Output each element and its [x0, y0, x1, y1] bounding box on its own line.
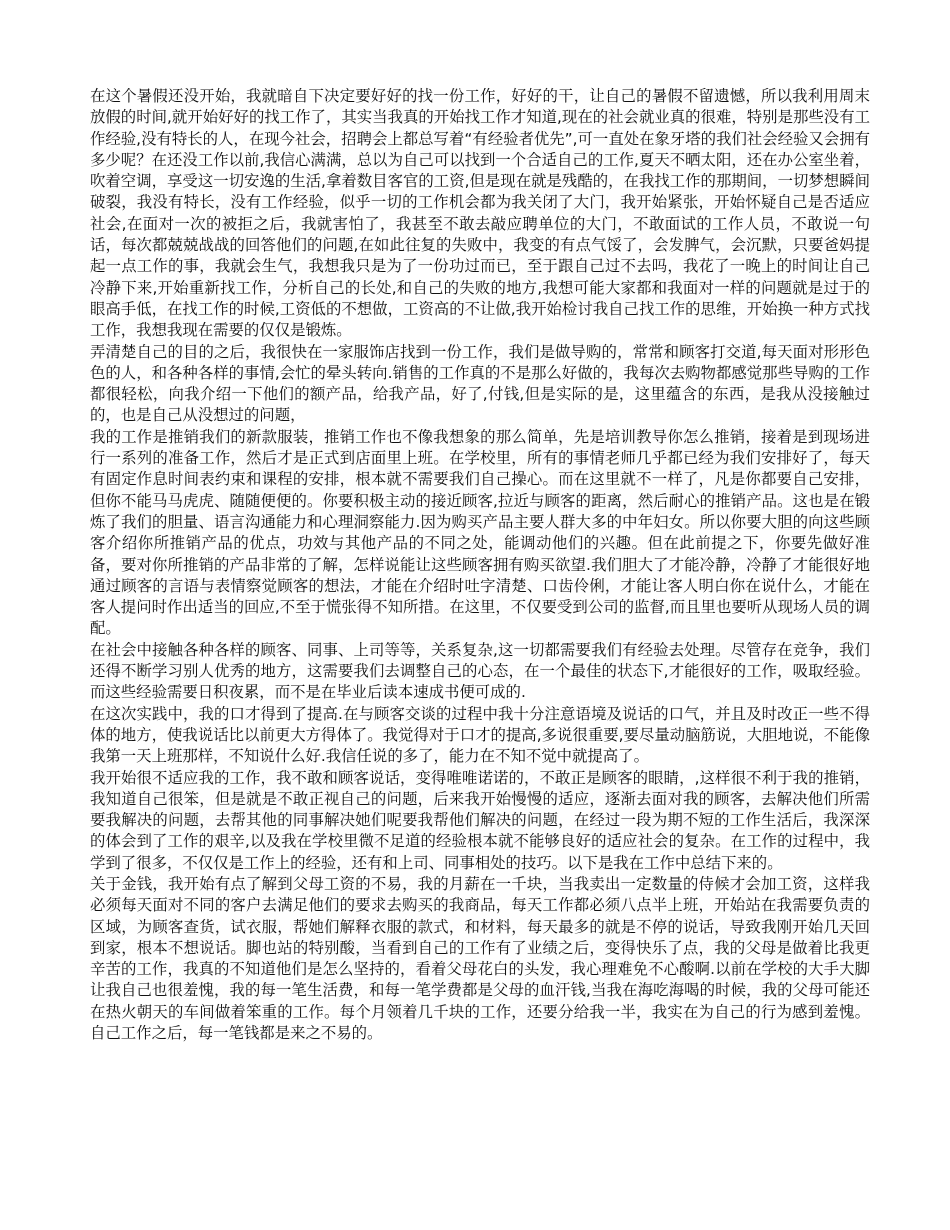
paragraph-sales-work: 我的工作是推销我们的新款服装，推销工作也不像我想象的那么简单，先是培训教导你怎么推销，接着是到现场进行一系列的准备工作，然后才是正式到店面里上班。在学校里，所有的事情老师几乎都已经为我们安排好了，每天有固定作息时间表约束和课程的安排，根本就不需要我们自己操心。而在这里就不一样了，凡是你都要自己安排，但你不能马马虎虎、随随便便的。你要积极主动的接近顾客,拉近与顾客的距离，然后耐心的推销产品。这也是在锻炼了我们的胆量、语言沟通能力和心理洞察能力.因为购买产品主要人群大多的中年妇女。所以你要大胆的向这些顾客介绍你所推销产品的优点，功效与其他产品的不同之处，能调动他们的兴趣。但在此前提之下，你要先做好准备，要对你所推销的产品非常的了解，怎样说能让这些顾客拥有购买欲望.我们胆大了才能冷静，冷静了才能很好地通过顾客的言语与表情察觉顾客的想法，才能在介绍时吐字清楚、口齿伶俐，才能让客人明白你在说什么，才能在客人提问时作出适当的回应,不至于慌张得不知所措。在这里，不仅要受到公司的监督,而且里也要听从现场人员的调配。 — [90, 427, 870, 638]
paragraph-social-experience: 在社会中接触各种各样的顾客、同事、上司等等，关系复杂,这一切都需要我们有经验去处理。尽管存在竞争，我们还得不断学习别人优秀的地方，这需要我们去调整自己的心态，在一个最佳的状态下,才能很好的工作，吸取经验。而这些经验需要日积夜累，而不是在毕业后读本速成书便可成的. — [90, 640, 870, 702]
paragraph-speaking-skills: 在这次实践中，我的口才得到了提高.在与顾客交谈的过程中我十分注意语境及说话的口气，并且及时改正一些不得体的地方，使我说话比以前更大方得体了。我觉得对于口才的提高,多说很重要,要尽量动脑筋说，大胆地说，不能像我第一天上班那样，不知说什么好.我信任说的多了，能力在不知不觉中就提高了。 — [90, 704, 870, 766]
paragraph-job-search: 在这个暑假还没开始，我就暗自下决定要好好的找一份工作，好好的干，让自己的暑假不留遗憾，所以我利用周末放假的时间,就开始好好的找工作了，其实当我真的开始找工作才知道,现在的社会就业真的很难，特别是那些没有工作经验,没有特长的人，在现今社会，招聘会上都总写着“有经验者优先”,可一直处在象牙塔的我们社会经验又会拥有多少呢？在还没工作以前,我信心满满，总以为自己可以找到一个合适自己的工作,夏天不晒太阳，还在办公室坐着，吹着空调，享受这一切安逸的生活,拿着数目客官的工资,但是现在就是残酷的，在我找工作的那期间，一切梦想瞬间破裂，我没有特长，没有工作经验，似乎一切的工作机会都为我关闭了大门，我开始紧张，开始怀疑自己是否适应社会,在面对一次的被拒之后，我就害怕了，我甚至不敢去敲应聘单位的大门，不敢面试的工作人员，不敢说一句话，每次都兢兢战战的回答他们的问题,在如此往复的失败中，我变的有点气馁了，会发脾气，会沉默，只要爸妈提起一点工作的事，我就会生气，我想我只是为了一份功过而已，至于跟自己过不去吗，我花了一晚上的时间让自己冷静下来,开始重新找工作，分析自己的长处,和自己的失败的地方,我想可能大家都和我面对一样的问题就是过于的眼高手低，在找工作的时候,工资低的不想做，工资高的不让做,我开始检讨我自己找工作的思维，开始换一种方式找工作，我想我现在需要的仅仅是锻炼。 — [90, 87, 870, 340]
paragraph-money: 关于金钱，我开始有点了解到父母工资的不易，我的月薪在一千块，当我卖出一定数量的侍候才会加工资，这样我必须每天面对不同的客户去满足他们的要求去购买的我商品，每天工作都必须八点半上班，开始站在我需要负责的区域，为顾客查货，试衣服，帮她们解释衣服的款式，和材料，每天最多的就是不停的说话，导致我刚开始几天回到家，根本不想说话。脚也站的特别酸，当看到自己的工作有了业绩之后，变得快乐了点，我的父母是做着比我更辛苦的工作，我真的不知道他们是怎么坚持的，看着父母花白的头发，我心理难免不心酸啊.以前在学校的大手大脚让我自己也很羞愧，我的每一笔生活费，和每一笔学费都是父母的血汗钱,当我在海吃海喝的时候，我的父母可能还在热火朝天的车间做着笨重的工作。每个月领着几千块的工作，还要分给我一半，我实在为自己的行为感到羞愧。自己工作之后，每一笔钱都是来之不易的。 — [90, 874, 870, 1043]
paragraph-clothing-store: 弄清楚自己的目的之后，我很快在一家服饰店找到一份工作，我们是做导购的，常常和顾客打交道,每天面对形形色色的人，和各种各样的事情,会忙的晕头转向.销售的工作真的不是那么好做的，我每次去购物都感觉那些导购的工作都很轻松，向我介绍一下他们的额产品，给我产品，好了,付钱,但是实际的是，这里蕴含的东西，是我从没接触过的，也是自己从没想过的问题， — [90, 342, 870, 425]
paragraph-adapting: 我开始很不适应我的工作，我不敢和顾客说话，变得唯唯诺诺的，不敢正是顾客的眼睛，,这样很不利于我的推销，我知道自己很笨，但是就是不敢正视自己的问题，后来我开始慢慢的适应，逐渐去面对我的顾客，去解决他们所需要我解决的问题，去帮其他的同事解决她们呢要我帮他们解决的问题，在经过一段为期不短的工作生活后，我深深的体会到了工作的艰辛,以及我在学校里微不足道的经验根本就不能够良好的适应社会的复杂。在工作的过程中，我学到了很多，不仅仅是工作上的经验，还有和上司、同事相处的技巧。以下是我在工作中总结下来的。 — [90, 768, 870, 872]
